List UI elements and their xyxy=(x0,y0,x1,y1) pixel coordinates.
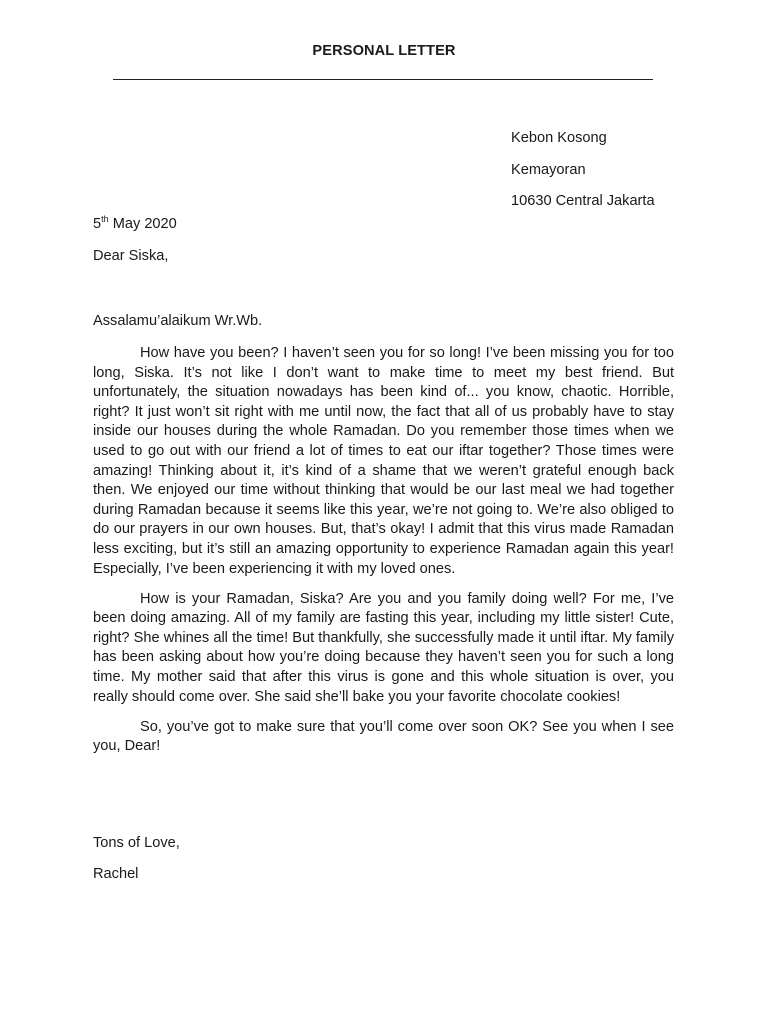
sender-address xyxy=(511,123,655,218)
letter-body xyxy=(93,344,674,767)
date-rest: May 2020 xyxy=(108,216,177,232)
date-day: 5 xyxy=(93,216,102,232)
signature: Rachel xyxy=(93,866,139,882)
address-line-2: Kemayoran xyxy=(511,161,586,178)
salutation: Dear Siska, xyxy=(93,248,169,264)
title-underline xyxy=(113,79,653,80)
letter-date xyxy=(93,216,177,232)
body-paragraph-3: So, you’ve got to make sure that you’ll come over soon OK? See you when I see you, Dear! xyxy=(93,718,674,755)
body-paragraph-1: How have you been? I haven’t seen you for so long! I’ve been missing you for too long, Siska. It’s not like I don’t want to make time to meet my best friend. But unfortunately, the situation nowadays has been kind of... you know, chaotic. Horrible, right? It just won’t sit right with me until now, the fact that all of us probably have to stay inside our houses during the whole Ramadan. Do you remember those times when we used to go out with our friend a lot of times to eat our iftar together? Those times were amazing! Thinking about it, it’s kind of a shame that we weren’t grateful enough back then. We enjoyed our time without thinking that would be our last meal we had together during Ramadan because it seems like this year, we’re not going to. We’re also obliged to do our prayers in our own houses. But, that’s okay! I admit that this virus made Ramadan less exciting, but it’s still an amazing opportunity to experience Ramadan again this year! Especially, I’ve been experiencing it with my loved ones. xyxy=(93,345,674,577)
date-suffix: th xyxy=(101,214,109,224)
body-paragraph-2: How is your Ramadan, Siska? Are you and you family doing well? For me, I’ve been doing amazing. All of my family are fasting this year, including my little sister! Cute, right? She whines all the time! But thankfully, she successfully made it until iftar. My family has been asking about how you’re doing because they haven’t seen you for such a long time. My mother said that after this virus is gone and this whole situation is over, you really should come over. She said she’ll bake you your favorite chocolate cookies! xyxy=(93,590,674,705)
address-line-3: 10630 Central Jakarta xyxy=(511,193,655,209)
greeting: Assalamu’alaikum Wr.Wb. xyxy=(93,313,263,329)
closing: Tons of Love, xyxy=(93,835,180,851)
letter-title: PERSONAL LETTER xyxy=(312,43,456,59)
address-line-1: Kebon Kosong xyxy=(511,130,607,146)
